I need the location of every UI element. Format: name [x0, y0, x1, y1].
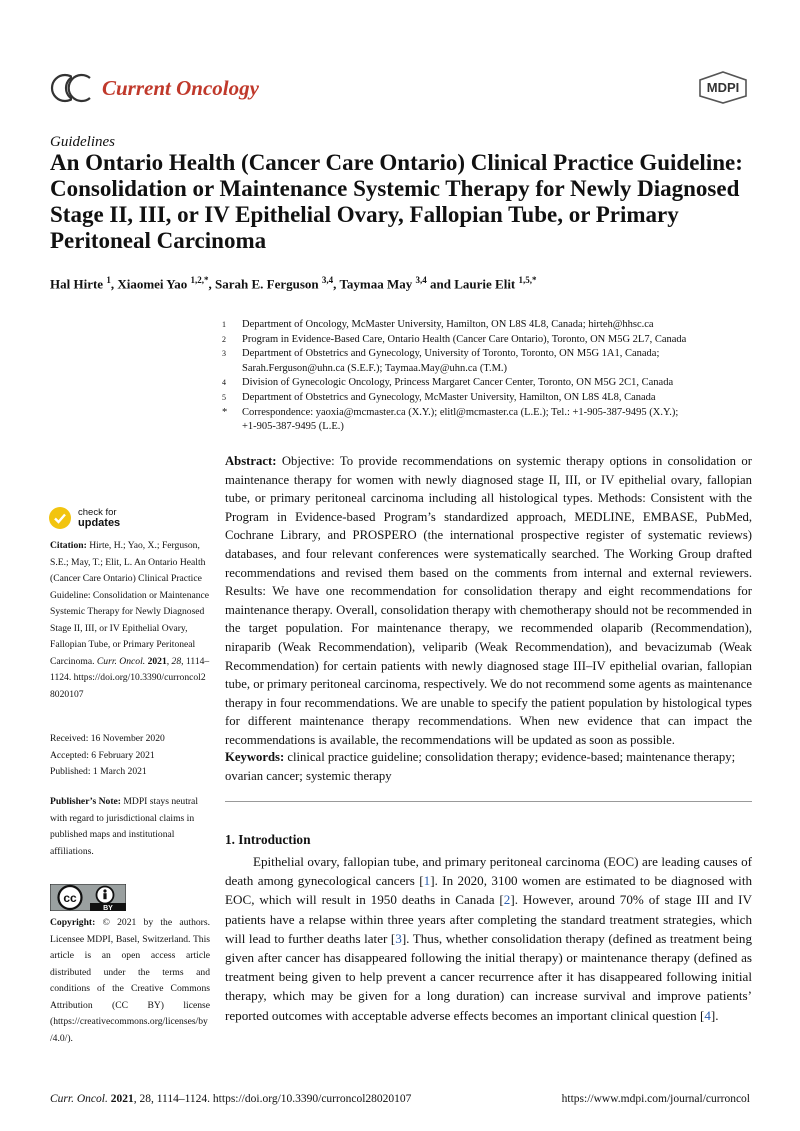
citation-ref-link[interactable]: 4: [704, 1007, 711, 1023]
author-list: [50, 275, 750, 292]
mdpi-logo-icon: [696, 70, 750, 104]
author-affiliation-sup: 1,5,*: [518, 275, 537, 285]
author-separator: ,: [208, 276, 216, 292]
affiliation-number: [222, 420, 242, 435]
affiliation-text: Department of Obstetrics and Gynecology, McMaster University, Hamilton, ON L8S 4L8, Canada: [242, 391, 656, 403]
publisher-note-text: MDPI stays neutral with regard to jurisdictional claims in published maps and institutional affiliations.: [50, 796, 198, 857]
citation-volume: 28: [171, 655, 182, 667]
author-separator: ,: [110, 276, 118, 292]
footer-year: 2021: [110, 1093, 134, 1105]
intro-text: ].: [710, 1007, 719, 1023]
affiliation-text: +1-905-387-9495 (L.E.): [242, 421, 344, 433]
received-date: Received: 16 November 2020: [50, 733, 165, 744]
copyright-block: [50, 915, 210, 1047]
author-name: Laurie Elit: [454, 276, 516, 292]
author-name: Hal Hirte: [50, 276, 104, 292]
affiliation-line: [222, 333, 752, 348]
abstract-text: Objective: To provide recommendations on systemic therapy options in consolidation or maintenance therapy for women with newly diagnosed stage II, III, or IV epithelial ovary, fallopian tube, or primary peritoneal carcinoma including all histological types. Methods: Consistent with the Program in Evidence-based Program’s standardized approach, MEDLINE, EMBASE, PubMed, Cochrane Library, and PROSPERO (the international prospective register of systematic reviews) databases, and four relevant conferences were systematically searched. The Working Group drafted recommendations and revised them based on the comments from internal and external reviewers. Results: We have one recommendation for consolidation therapy and eight recommendations for maintenance therapy. Overall, consolidation therapy with chemotherapy should not be recommended in the target population. For maintenance therapy, we recommended olaparib (Recommendation), niraparib (Weak Recommendation), veliparib (Weak Recommendation), and bevacizumab (Weak Recommendation) for certain patients with newly diagnosed stage III–IV epithelial ovarian, fallopian tube, or primary peritoneal carcinoma, respectively. We do not recommend some agents as maintenance therapy in four recommendations. We are unable to specify the patient population by histological types for different maintenance therapy recommendations. When new evidence that can impact the recommendations is available, the recommendations will be updated as soon as possible.: [225, 454, 752, 747]
footer-journal-url[interactable]: https://www.mdpi.com/journal/curroncol: [561, 1093, 750, 1105]
author-name: Sarah E. Ferguson: [215, 276, 319, 292]
dates-block: [50, 731, 210, 781]
affiliation-line: [222, 420, 752, 435]
affiliation-text: Department of Obstetrics and Gynecology, University of Toronto, Toronto, ON M5G 1A1, Canada;: [242, 348, 660, 360]
intro-text: Epithelial ovary, fallopian tube, and primary peritoneal carcinoma (EOC) are leading causes of death among gynecological cancers [: [225, 854, 752, 889]
author-separator: ,: [333, 276, 340, 292]
copyright-text: © 2021 by the authors. Licensee MDPI, Basel, Switzerland. This article is an open access article distributed under the terms and conditions of the Creative Commons Attribution (CC BY) license (https://creativecommons.org/licenses/by/4.0/).: [50, 917, 210, 1044]
author-affiliation-sup: 3,4: [321, 275, 334, 285]
affiliation-text: Division of Gynecologic Oncology, Princess Margaret Cancer Center, Toronto, ON M5G 2C1, Canada: [242, 377, 674, 389]
journal-header: [50, 70, 259, 106]
citation-ref-link[interactable]: 3: [395, 930, 402, 946]
citation-text: Hirte, H.; Yao, X.; Ferguson, S.E.; May, T.; Elit, L. An Ontario Health (Cancer Care Ontario) Clinical Practice Guideline: Consolidation or Maintenance Systemic Therapy for Newly Diagnosed Stage II, III, or IV Epithelial Ovary, Fallopian Tube, or Primary Peritoneal Carcinoma.: [50, 540, 210, 667]
publisher-note: [50, 794, 210, 860]
affiliation-number: 3: [222, 349, 226, 359]
affiliation-text: Correspondence: yaoxia@mcmaster.ca (X.Y.); elitl@mcmaster.ca (L.E.); Tel.: +1-905-387-9495 (X.Y.);: [242, 406, 679, 418]
author-affiliation-sup: 3,4: [415, 275, 427, 285]
published-date: Published: 1 March 2021: [50, 766, 147, 777]
affiliation-text: Department of Oncology, McMaster University, Hamilton, ON L8S 4L8, Canada; hirteh@hhsc.ca: [242, 319, 654, 330]
publisher-note-label: Publisher’s Note:: [50, 796, 121, 807]
check-for-label: check for: [78, 507, 117, 518]
affiliations: [222, 318, 752, 435]
author-affiliation-sup: 1,2,*: [190, 275, 209, 285]
author-separator: and: [426, 276, 455, 292]
citation-ref-link[interactable]: 1: [423, 873, 431, 889]
affiliation-line: [222, 391, 752, 406]
introduction-paragraph: [225, 852, 752, 1025]
check-updates-icon: [48, 506, 72, 530]
journal-name: Current Oncology: [102, 75, 259, 100]
section-heading-introduction: 1. Introduction: [225, 832, 311, 847]
affiliation-number: 4: [222, 378, 226, 388]
affiliation-line: [222, 318, 752, 333]
check-for-updates-badge[interactable]: [48, 506, 120, 530]
intro-text: ]. In 2020, 3100 women are estimated to be diagnosed with EOC, which will result in 1950 deaths in Canada [: [225, 873, 753, 908]
keywords-label: Keywords:: [225, 750, 285, 764]
citation-label: Citation:: [50, 540, 87, 551]
citation-pages: , 1114–1124.: [50, 655, 210, 683]
keywords: [225, 748, 752, 785]
cc-by-label: BY: [103, 905, 113, 911]
copyright-label: Copyright:: [50, 917, 96, 928]
journal-logo-icon: [50, 70, 94, 106]
affiliation-number: *: [222, 406, 228, 418]
author-name: Xiaomei Yao: [117, 276, 188, 292]
cc-by-badge[interactable]: [50, 884, 126, 916]
abstract: [225, 452, 752, 750]
author-name: Taymaa May: [339, 276, 413, 292]
affiliation-text: Program in Evidence-Based Care, Ontario Health (Cancer Care Ontario), Toronto, ON M5G 2L7, Canada: [242, 333, 687, 345]
section-divider: [225, 801, 752, 802]
footer-citation: [50, 1093, 411, 1105]
intro-text: ]. Thus, whether consolidation therapy (defined as treatment being given after cancer has disappeared following the initial therapy) or maintenance therapy (defined as treatment being given to help prevent a cancer recurrence after it has disappeared following initial therapy, which may be given for a long duration) can increase survival and improve patients’ reported outcomes with acceptable adverse effects becomes an important clinical question [: [225, 930, 752, 1023]
cc-by-license-icon: [50, 884, 126, 911]
affiliation-number: 1: [222, 320, 226, 329]
abstract-label: Abstract:: [225, 454, 277, 468]
affiliation-text: Sarah.Ferguson@uhn.ca (S.E.F.); Taymaa.May@uhn.ca (T.M.): [242, 362, 508, 374]
affiliation-line: [222, 376, 752, 391]
page-footer: [50, 1093, 750, 1105]
affiliation-line: [222, 347, 752, 362]
mdpi-logo-text: MDPI: [706, 80, 740, 95]
article-type: Guidelines: [50, 134, 115, 150]
footer-journal-abbrev: Curr. Oncol.: [50, 1093, 108, 1105]
citation-doi-link[interactable]: https://doi.org/10.3390/curroncol28020107: [50, 672, 206, 700]
citation-journal: Curr. Oncol.: [96, 655, 146, 667]
updates-label: updates: [78, 517, 121, 529]
affiliation-number: 5: [222, 392, 226, 402]
affiliation-line: [222, 406, 752, 421]
svg-text:cc: cc: [63, 891, 77, 905]
citation-ref-link[interactable]: 2: [503, 892, 511, 908]
keywords-text: clinical practice guideline; consolidation therapy; evidence-based; maintenance therapy; ovarian cancer; systemic therapy: [225, 750, 736, 783]
footer-rest: , 28, 1114–1124. https://doi.org/10.3390/curroncol28020107: [133, 1093, 412, 1105]
citation-year: 2021: [147, 655, 167, 667]
citation-block: Citation: Hirte, H.; Yao, X.; Ferguson, S.E.; May, T.; Elit, L. An Ontario Health (Cancer Care Ontario) Clinical Practice Guideline: Consolidation or Maintenance Systemic Therapy for Newly Diagnosed Stage II, III, or IV Epithelial Ovary, Fallopian Tube, or Primary Peritoneal Carcinoma. Curr. Oncol. 2021, 28, 1114–1124. https://doi.org/10.3390/curroncol28020107: [50, 540, 210, 700]
author-affiliation-sup: 1: [106, 275, 111, 285]
affiliation-line: [222, 362, 752, 377]
mdpi-logo[interactable]: [696, 70, 750, 109]
article-title: An Ontario Health (Cancer Care Ontario) Clinical Practice Guideline: Consolidation or Maintenance Systemic Therapy for Newly Diagnosed Stage II, III, or IV Epithelial Ovary, Fallopian Tube, or Primary Peritoneal Carcinoma: [50, 150, 743, 253]
intro-text: ]. However, around 70% of stage III and IV patients have a relapse within three years after completing the standard treatment strategies, which will lead to further deaths later [: [225, 892, 752, 946]
accepted-date: Accepted: 6 February 2021: [50, 749, 155, 761]
affiliation-number: [222, 362, 242, 377]
affiliation-number: 2: [222, 334, 226, 344]
